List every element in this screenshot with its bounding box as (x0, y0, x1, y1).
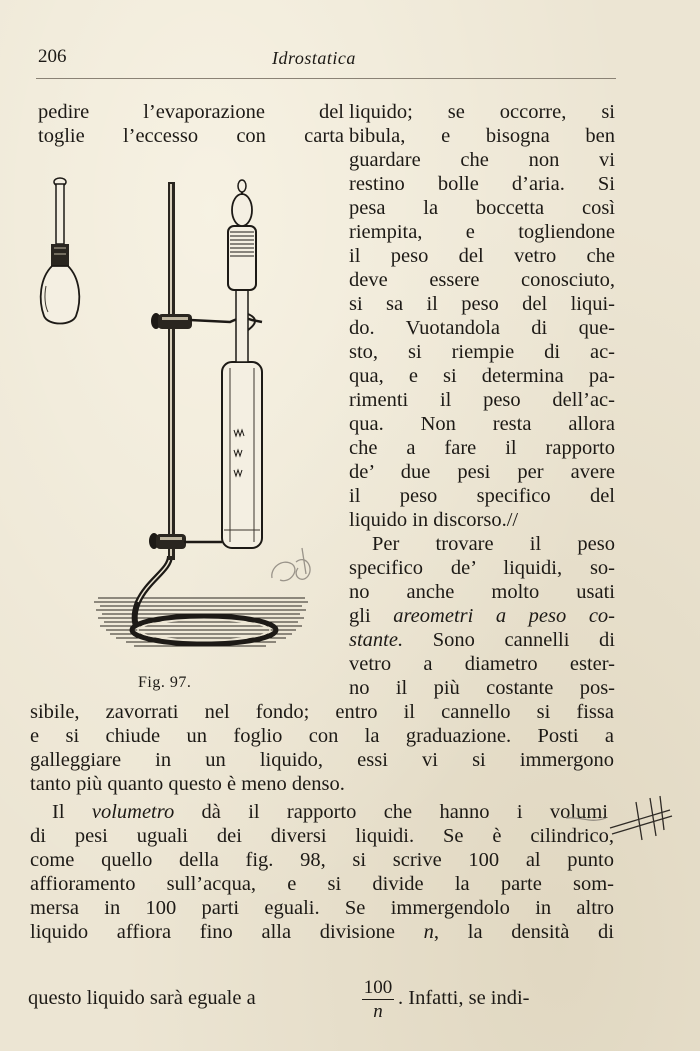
right-line-15: che a fare il rapporto (349, 437, 615, 459)
full-line-7: come quello della fig. 98, si scrive 100 al punto (30, 849, 614, 871)
fraction-bar (362, 999, 394, 1000)
right-line-2: bibula, e bisogna ben (349, 125, 615, 147)
right-line-8: deve essere conosciuto, (349, 269, 615, 291)
right-line-21: no anche molto usati (349, 581, 615, 603)
lower-clamp (149, 533, 222, 549)
n-line-prefix: liquido affiora fino alla divisione (30, 921, 424, 943)
right-line-1: liquido; se occorre, si (349, 101, 615, 123)
pencil-hash-mark (560, 788, 680, 848)
full-line-2: e si chiude un foglio con la graduazione. Posti a (30, 725, 614, 747)
running-title: Idrostatica (272, 48, 356, 68)
figure-caption: Fig. 97. (138, 674, 192, 691)
full-line-10 (30, 920, 614, 944)
volumetro-suffix: dà il rapporto che hanno i volumi (174, 801, 608, 823)
right-line-19: Per trovare il peso (372, 533, 615, 555)
left-line-1: pedire l’evaporazione del (38, 101, 344, 123)
right-line-23 (349, 628, 615, 652)
right-line-22 (349, 604, 615, 628)
right-line-22-prefix: gli (349, 605, 394, 627)
small-bottle (41, 178, 80, 324)
n-variable: n (423, 921, 434, 943)
last-line-suffix: . Infatti, se indi- (398, 987, 530, 1009)
stand-foot (135, 556, 170, 626)
right-line-24: vetro a diametro ester- (349, 653, 615, 675)
areometri-term: areometri a peso co- (393, 605, 615, 627)
ground-hatching (94, 598, 308, 646)
fraction-denominator: n (373, 1001, 383, 1022)
full-line-8: affioramento sull’acqua, e si divide la parte som- (30, 873, 614, 895)
areometer-bulb (228, 180, 256, 362)
right-line-4: restino bolle d’aria. Si (349, 173, 615, 195)
right-line-12: qua, e si determina pa- (349, 365, 615, 387)
right-line-18: liquido in discorso.// (349, 509, 519, 531)
right-line-7: il peso del vetro che (349, 245, 615, 267)
right-line-5: pesa la boccetta così (349, 197, 615, 219)
full-line-5 (52, 800, 608, 824)
n-line-suffix: , la densità di (433, 921, 614, 943)
full-line-3: galleggiare in un liquido, essi vi si immergono (30, 749, 614, 771)
right-line-16: de’ due pesi per avere (349, 461, 615, 483)
volumetro-term: volumetro (91, 801, 175, 823)
right-line-6: riempita, e togliendone (349, 221, 615, 243)
fraction-numerator: 100 (363, 977, 393, 998)
right-line-3: guardare che non vi (349, 149, 615, 171)
right-line-14: qua. Non resta allora (349, 413, 615, 435)
right-line-23-suffix: Sono cannelli di (403, 629, 615, 651)
right-line-11: sto, si riempie di ac- (349, 341, 615, 363)
full-line-6: di pesi uguali dei diversi liquidi. Se è cilindrico, (30, 825, 614, 847)
pencil-scribble-mark (262, 528, 332, 598)
full-line-1: sibile, zavorrati nel fondo; entro il cannello si fissa (30, 701, 614, 723)
stante-term: stante. (349, 629, 404, 651)
last-line-prefix: questo liquido sarà eguale a (28, 987, 256, 1009)
right-line-13: rimenti il peso dell’ac- (349, 389, 615, 411)
right-line-17: il peso specifico del (349, 485, 615, 507)
full-line-4: tanto più quanto questo è meno denso. (30, 773, 345, 795)
header-rule (36, 78, 616, 79)
right-line-10: do. Vuotandola di que- (349, 317, 615, 339)
left-line-2: toglie l’eccesso con carta (38, 125, 344, 147)
full-line-9: mersa in 100 parti eguali. Se immergendolo in altro (30, 897, 614, 919)
page-number: 206 (38, 46, 67, 67)
areometer-tube (222, 362, 262, 548)
right-line-20: specifico de’ liquidi, so- (349, 557, 615, 579)
right-line-9: si sa il peso del liqui- (349, 293, 615, 315)
fraction-100-over-n (360, 978, 396, 1023)
volumetro-prefix: Il (52, 801, 92, 823)
right-line-25: no il più costante pos- (349, 677, 615, 699)
